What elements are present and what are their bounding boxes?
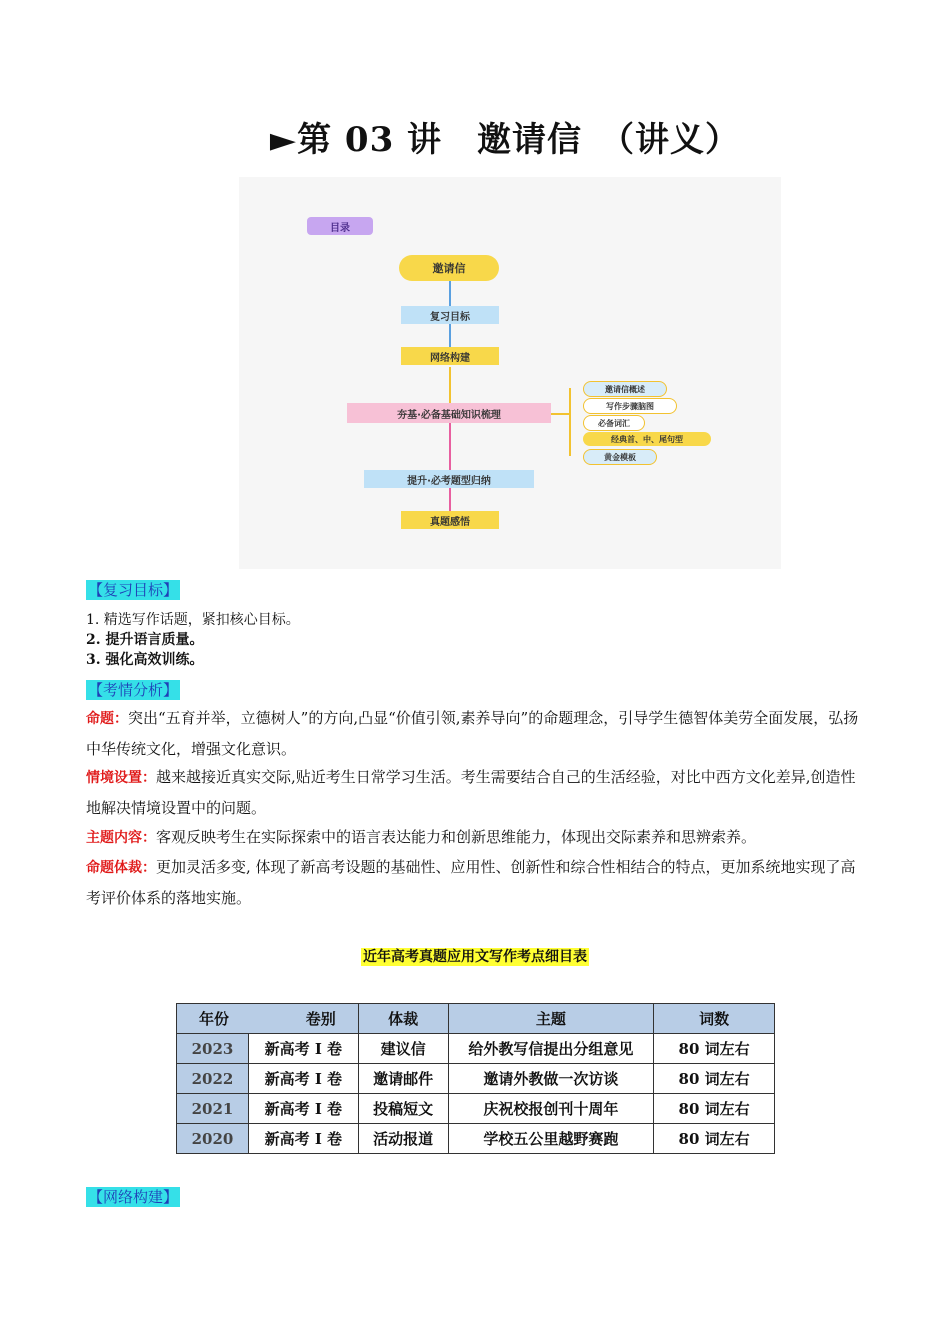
table-row <box>177 1064 775 1094</box>
table-cell: 庆祝校报创刊十周年 <box>448 1094 654 1124</box>
analysis-paragraph <box>86 822 866 853</box>
mindmap-tag: 目录 <box>307 217 373 235</box>
mindmap-figure <box>239 177 781 569</box>
table-cell: 80 词左右 <box>654 1124 775 1154</box>
review-list <box>86 610 300 670</box>
table-caption-text: 近年高考真题应用文写作考点细目表 <box>363 949 587 965</box>
table-cell: 2021 <box>177 1094 249 1124</box>
exam-table <box>176 1003 775 1154</box>
mindmap-branch: 写作步骤脑图 <box>583 398 677 414</box>
mindmap-branch: 邀请信概述 <box>583 381 667 397</box>
analysis-text: 更加灵活多变, 体现了新高考设题的基础性、应用性、创新性和综合性相结合的特点，更加系统地实现了高考评价体系的落地实施。 <box>86 858 856 907</box>
table-cell: 80 词左右 <box>654 1064 775 1094</box>
table-header: 主题 <box>448 1004 654 1034</box>
review-heading: 【复习目标】 <box>88 581 179 599</box>
page-title: ►第 03 讲 邀请信 （讲义） <box>269 120 741 160</box>
analysis-heading: 【考情分析】 <box>88 681 179 699</box>
table-header: 体裁 <box>358 1004 448 1034</box>
review-item: 1. 精选写作话题，紧扣核心目标。 <box>86 612 300 628</box>
table-caption <box>0 946 950 966</box>
table-cell: 2023 <box>177 1034 249 1064</box>
table-cell: 新高考 I 卷 <box>248 1094 358 1124</box>
table-row <box>177 1094 775 1124</box>
table-cell: 2022 <box>177 1064 249 1094</box>
analysis-label: 命题： <box>86 711 128 727</box>
analysis-paragraph <box>86 762 866 823</box>
mindmap-step: 夯基·必备基础知识梳理 <box>347 403 551 423</box>
analysis-label: 命题体裁： <box>86 860 156 876</box>
mindmap-line <box>569 388 571 456</box>
review-item: 2. 提升语言质量。 <box>86 632 204 648</box>
mindmap-branch: 黄金模板 <box>583 449 657 465</box>
table-cell: 邀请邮件 <box>358 1064 448 1094</box>
mindmap-line <box>549 413 571 415</box>
analysis-label: 主题内容： <box>86 830 156 846</box>
table-cell: 活动报道 <box>358 1124 448 1154</box>
analysis-paragraph <box>86 852 866 913</box>
table-header <box>177 1004 359 1034</box>
table-cell: 学校五公里越野赛跑 <box>448 1124 654 1154</box>
table-row <box>177 1124 775 1154</box>
analysis-text: 越来越接近真实交际,贴近考生日常学习生活。考生需要结合自己的生活经验，对比中西方文化差异,创造性地解决情境设置中的问题。 <box>86 768 856 817</box>
table-cell: 2020 <box>177 1124 249 1154</box>
table-header-year: 年份 <box>199 1010 230 1028</box>
mindmap-step: 复习目标 <box>401 306 499 324</box>
mindmap-branch: 经典首、中、尾句型 <box>583 432 711 446</box>
network-heading: 【网络构建】 <box>88 1188 179 1206</box>
mindmap-step: 提升·必考题型归纳 <box>364 470 534 488</box>
table-cell: 邀请外教做一次访谈 <box>448 1064 654 1094</box>
mindmap-step: 真题感悟 <box>401 511 499 529</box>
table-cell: 新高考 I 卷 <box>248 1124 358 1154</box>
table-cell: 80 词左右 <box>654 1034 775 1064</box>
table-row <box>177 1034 775 1064</box>
mindmap-branch: 必备词汇 <box>583 415 645 431</box>
review-item: 3. 强化高效训练。 <box>86 652 204 668</box>
analysis-label: 情境设置： <box>86 770 156 786</box>
table-cell: 新高考 I 卷 <box>248 1064 358 1094</box>
table-header-paper: 卷别 <box>305 1010 336 1028</box>
table-header: 词数 <box>654 1004 775 1034</box>
analysis-paragraph <box>86 703 866 764</box>
analysis-text: 客观反映考生在实际探索中的语言表达能力和创新思维能力，体现出交际素养和思辨索养。 <box>156 828 757 846</box>
table-cell: 80 词左右 <box>654 1094 775 1124</box>
mindmap-line <box>449 423 451 473</box>
mindmap-step: 网络构建 <box>401 347 499 365</box>
table-cell: 投稿短文 <box>358 1094 448 1124</box>
table-cell: 新高考 I 卷 <box>248 1034 358 1064</box>
table-header-row <box>177 1004 775 1034</box>
table-cell: 建议信 <box>358 1034 448 1064</box>
table-cell: 给外教写信提出分组意见 <box>448 1034 654 1064</box>
mindmap-root: 邀请信 <box>399 255 499 281</box>
analysis-text: 突出“五育并举，立德树人”的方向,凸显“价值引领,素养导向”的命题理念，引导学生德智体美劳全面发展，弘扬中华传统文化，增强文化意识。 <box>86 709 859 758</box>
